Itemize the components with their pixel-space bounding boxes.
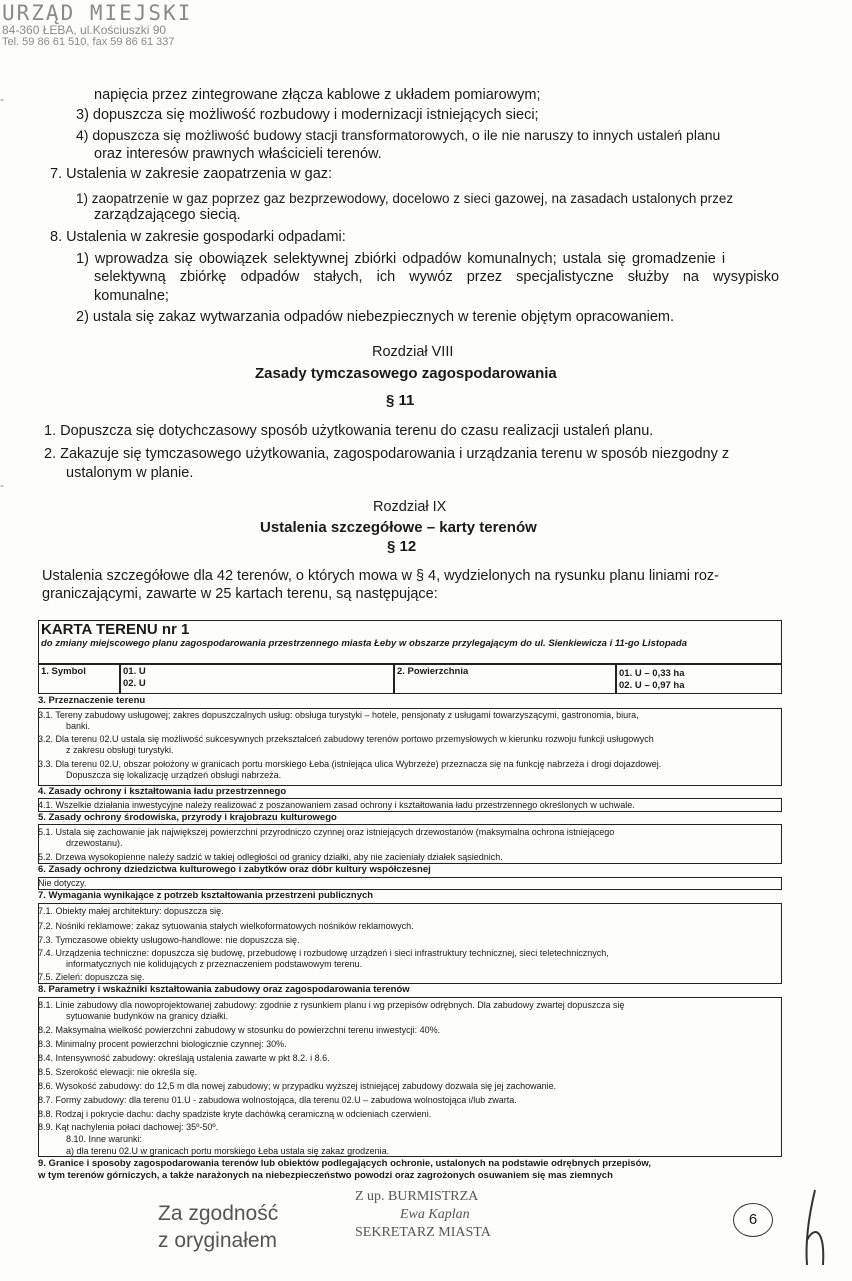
area-value: 02. U – 0,97 ha: [619, 680, 685, 691]
section-4-heading: 4. Zasady ochrony i kształtowania ładu przestrzennego: [38, 786, 287, 797]
section-8-item-1: 8.1. Linie zabudowy dla nowoprojektowanej zabudowy: zgodnie z rysunkiem planu i wg przepisów odrębnych. Dla zabudowy zwartej dopuszcza się sytuowanie budynków na granicy działki.: [38, 1000, 625, 1021]
page-number: 6: [733, 1203, 773, 1237]
handwritten-initial-icon: [795, 1185, 835, 1270]
section-7-item-4: 7.4. Urządzenia techniczne: dopuszcza się budowę, przebudowę i rozbudowę urządzeń i sieci infrastruktury technicznej, sieci teletechnicznych, informatycznych nie kolidujących z przeznaczeniem podstawowym terenu.: [38, 948, 609, 969]
section-5-item-2: 5.2. Drzewa wysokopienne należy sadzić w takiej odległości od granicy działki, aby nie zacieniały działek sąsiednich.: [38, 852, 503, 862]
section-8-item-2: 8.2. Maksymalna wielkość powierzchni zabudowy w stosunku do powierzchni terenu inwestycji: 40%.: [38, 1025, 441, 1035]
mayor-line-2: SEKRETARZ MIASTA: [355, 1225, 491, 1240]
paragraph-11-heading: § 11: [386, 392, 415, 409]
body-line: 4) dopuszcza się możliwość budowy stacji transformatorowych, o ile nie naruszy to innych ustaleń planu: [76, 127, 721, 143]
certified-line-1: Za zgodność: [158, 1202, 279, 1225]
body-line: 1) zaopatrzenie w gaz poprzez gaz bezprzewodowy, docelowo z sieci gazowej, na zasadach ustalonych przez: [76, 191, 734, 206]
body-line: 7. Ustalenia w zakresie zaopatrzenia w gaz:: [50, 166, 333, 182]
stamp-phone: Tel. 59 86 61 510, fax 59 86 61 337: [2, 35, 175, 48]
section-3-heading: 3. Przeznaczenie terenu: [38, 695, 146, 706]
mayor-stamp: [355, 1188, 491, 1242]
section-8-item-4: 8.4. Intensywność zabudowy: określają ustalenia zawarte w pkt 8.2. i 8.6.: [38, 1053, 330, 1063]
body-line: 3) dopuszcza się możliwość rozbudowy i modernizacji istniejących sieci;: [76, 107, 539, 123]
stamp-office-name: URZĄD MIEJSKI: [2, 1, 193, 25]
body-line: zarządzającego siecią.: [94, 207, 241, 223]
section-8-item-10a: a) dla terenu 02.U w granicach portu morskiego Łeba ustala się zakaz grodzenia.: [66, 1146, 390, 1156]
body-line: selektywną zbiórkę odpadów stałych, ich wywóz przez specjalistyczne służby na wysypisko: [94, 269, 780, 285]
chapter-9-title: Ustalenia szczegółowe – karty terenów: [260, 519, 537, 536]
symbol-area-table: [38, 664, 782, 694]
section-3-item-1: 3.1. Tereny zabudowy usługowej; zakres dopuszczalnych usług: obsługa turystyki – hotele, pensjonaty z usługami towarzyszącymi, gastronomia, biura, banki.: [38, 710, 639, 731]
section-8-item-7: 8.7. Formy zabudowy: dla terenu 01.U - zabudowa wolnostojąca, dla terenu 02.U – zabudowa wolnostojąca i/lub zwarta.: [38, 1095, 517, 1105]
section-8-item-6: 8.6. Wysokość zabudowy: do 12,5 m dla nowej zabudowy; w przypadku wyższej istniejącej zabudowy dozwala się jej zachowanie.: [38, 1081, 557, 1091]
body-line: oraz interesów prawnych właścicieli terenów.: [94, 146, 382, 162]
section-3-item-2: 3.2. Dla terenu 02.U ustala się możliwość sukcesywnych przekształceń zabudowy terenów portowo przemysłowych w kierunku rozwoju funkcji usługowych z zakresu obsługi turystyki.: [38, 734, 654, 755]
section-5-heading: 5. Zasady ochrony środowiska, przyrody i krajobrazu kulturowego: [38, 812, 337, 823]
section-8-item-9: 8.9. Kąt nachylenia połaci dachowej: 35º-50º.: [38, 1122, 219, 1132]
section-8-item-5: 8.5. Szerokość elewacji: nie określa się.: [38, 1067, 198, 1077]
section-8-item-8: 8.8. Rodzaj i pokrycie dachu: dachy spadziste kryte dachówką ceramiczną w odcieniach czerwieni.: [38, 1109, 432, 1119]
section-7-item-1: 7.1. Obiekty małej architektury: dopuszcza się.: [38, 906, 224, 916]
body-line: komunalne;: [94, 288, 169, 304]
body-line: 1) wprowadza się obowiązek selektywnej zbiórki odpadów komunalnych; ustala się gromadzenie i: [76, 251, 726, 267]
section-4-item-1: 4.1. Wszelkie działania inwestycyjne należy realizować z poszanowaniem zasad ochrony i kształtowania ładu przestrzennego określonych w uchwale.: [38, 800, 635, 810]
section-6-item-1: Nie dotyczy.: [38, 878, 87, 888]
area-label: 2. Powierzchnia: [394, 664, 616, 694]
area-values: [616, 664, 782, 694]
section-7-heading: 7. Wymagania wynikające z potrzeb kształtowania przestrzeni publicznych: [38, 890, 374, 901]
body-line: 2. Zakazuje się tymczasowego użytkowania, zagospodarowania i urządzania terenu w sposób niezgodny z: [44, 446, 730, 462]
body-line: 8. Ustalenia w zakresie gospodarki odpadami:: [50, 229, 346, 245]
body-line: 1. Dopuszcza się dotychczasowy sposób użytkowania terenu do czasu realizacji ustaleń planu.: [44, 423, 654, 439]
symbol-value: 01. U: [123, 666, 146, 677]
body-line: 2) ustala się zakaz wytwarzania odpadów niebezpiecznych w terenie objętym opracowaniem.: [76, 309, 675, 325]
card-subtitle: do zmiany miejscowego planu zagospodarowania przestrzennego miasta Łeby w obszarze przylegającym do ul. Sienkiewicza i 11-go Listopada: [41, 638, 687, 649]
certified-copy-stamp: [158, 1200, 278, 1254]
section-6-heading: 6. Zasady ochrony dziedzictwa kulturowego i zabytków oraz dóbr kultury współczesnej: [38, 864, 431, 875]
signature-name: Ewa Kaplan: [400, 1207, 470, 1222]
paragraph-12-heading: § 12: [387, 538, 417, 555]
section-7-item-2: 7.2. Nośniki reklamowe: zakaz sytuowania stałych wielkoformatowych nośników reklamowych.: [38, 921, 414, 931]
section-8-item-10: 8.10. Inne warunki:: [66, 1134, 143, 1144]
section-9-heading: 9. Granice i sposoby zagospodarowania terenów lub obiektów podlegających ochronie, ustalonych na podstawie odrębnych przepisów, w tym terenów górniczych, a także narażonych na niebezpieczeństwo powodzi oraz zagrożonych osuwaniem się mas ziemnych: [38, 1158, 652, 1181]
card-title: KARTA TERENU nr 1: [41, 621, 190, 638]
margin-mark: -: [0, 478, 4, 492]
chapter-8-title: Zasady tymczasowego zagospodarowania: [255, 365, 557, 382]
chapter-8-label: Rozdział VIII: [372, 344, 454, 360]
section-3-item-3: 3.3. Dla terenu 02.U, obszar położony w granicach portu morskiego Łeba (istniejąca ulica Wybrzeże) przeznacza się na funkcję nabrzeża i drogi dojazdowej. Dopuszcza się lokalizację urządzeń obsługi nabrzeża.: [38, 759, 662, 780]
stamp-address: 84-360 ŁEBA, ul.Kościuszki 90: [2, 23, 167, 38]
certified-line-2: z oryginałem: [158, 1229, 278, 1252]
section-5-item-1: 5.1. Ustala się zachowanie jak największej powierzchni przyrodniczo czynnej oraz istniejących drzewostanów (maksymalna ochrona istniejącego drzewostanu).: [38, 827, 615, 848]
body-line: napięcia przez zintegrowane złącza kablowe z układem pomiarowym;: [94, 87, 541, 103]
symbol-value: 02. U: [123, 678, 146, 689]
office-stamp: [2, 2, 192, 48]
symbol-values: [120, 664, 394, 694]
symbol-label: 1. Symbol: [38, 664, 120, 694]
body-line: Ustalenia szczegółowe dla 42 terenów, o których mowa w § 4, wydzielonych na rysunku planu liniami roz-: [42, 568, 719, 584]
section-8-item-3: 8.3. Minimalny procent powierzchni biologicznie czynnej: 30%.: [38, 1039, 287, 1049]
body-line: ustalonym w planie.: [66, 465, 194, 481]
body-line: graniczającymi, zawarte w 25 kartach terenu, są następujące:: [42, 586, 438, 602]
card-header-box: [38, 620, 782, 664]
area-value: 01. U – 0,33 ha: [619, 668, 685, 679]
section-7-item-3: 7.3. Tymczasowe obiekty usługowo-handlowe: nie dopuszcza się.: [38, 935, 300, 945]
section-7-item-5: 7.5. Zieleń: dopuszcza się.: [38, 972, 145, 982]
margin-mark: -: [0, 92, 4, 106]
mayor-line-1: Z up. BURMISTRZA: [355, 1189, 479, 1204]
section-8-heading: 8. Parametry i wskaźniki kształtowania zabudowy oraz zagospodarowania terenów: [38, 984, 410, 995]
chapter-9-label: Rozdział IX: [373, 499, 447, 515]
